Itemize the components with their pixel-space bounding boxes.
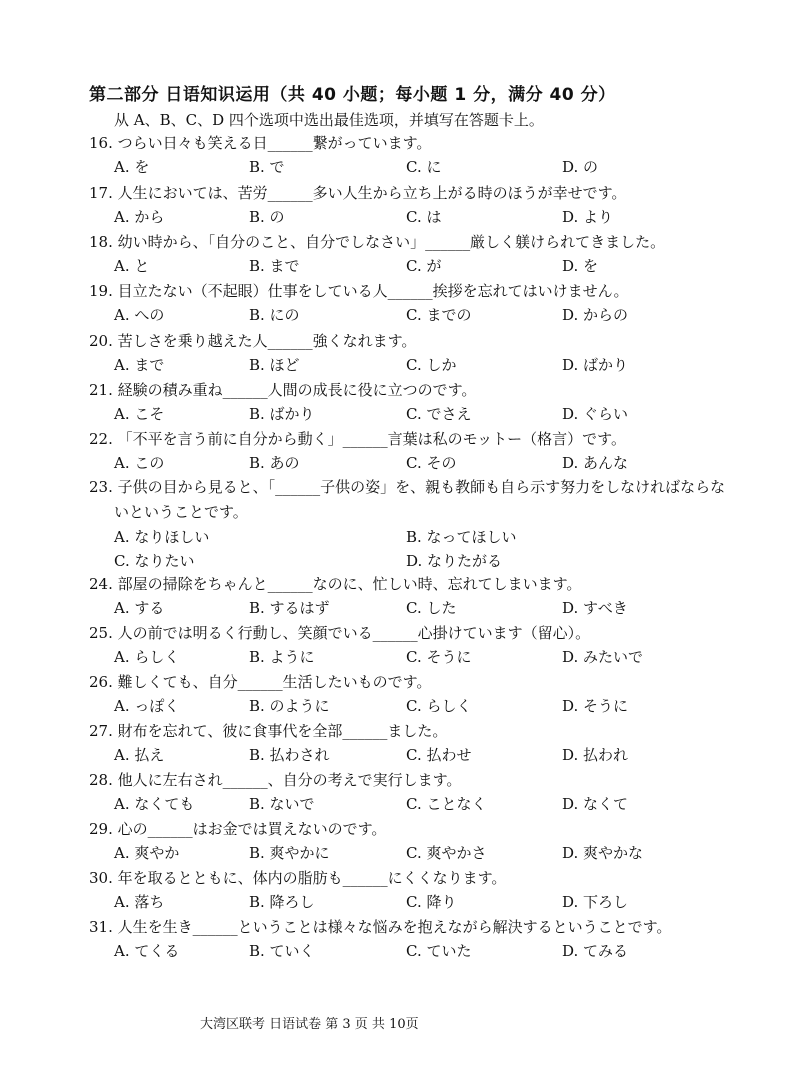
option-a: A. 落ち [114,893,165,911]
question-17 [89,181,729,229]
option-b: B. ていく [249,942,315,960]
option-d: D. の [562,158,599,176]
option-d: D. 下ろし [562,893,629,911]
question-31 [89,915,729,963]
question-19 [89,279,729,327]
option-c: C. その [406,454,457,472]
option-b: B. 払わされ [249,746,330,764]
option-b: B. にの [249,306,300,324]
option-b: B. まで [249,257,300,275]
option-a: A. なりほしい [114,528,210,546]
question-26 [89,670,729,718]
section-instruction: 从 A、B、C、D 四个选项中选出最佳选项，并填写在答题卡上。 [114,111,544,129]
question-stem: 31. 人生を生き______ということは様々な悩みを抱えながら解決するということです。 [89,918,672,936]
option-a: A. こそ [114,405,165,423]
section-title: 第二部分 日语知识运用（共 40 小题；每小题 1 分，满分 40 分） [89,85,616,105]
question-stem: 28. 他人に左右され______、自分の考えで実行します。 [89,771,462,789]
question-stem: 25. 人の前では明るく行動し、笑顔でいる______心掛けています（留心）。 [89,624,591,642]
question-stem: 19. 目立たない（不起眼）仕事をしている人______挨拶を忘れてはいけません。 [89,282,629,300]
question-options [89,525,729,549]
option-b: B. するはず [249,599,330,617]
option-c: C. した [406,599,457,617]
question-27 [89,719,729,767]
option-c: C. しか [406,356,457,374]
option-c: C. ことなく [406,795,487,813]
question-23 [89,475,729,573]
option-d: D. てみる [562,942,629,960]
question-21 [89,378,729,426]
option-a: A. を [114,158,150,176]
option-b: B. 降ろし [249,893,315,911]
option-d: D. そうに [562,697,629,715]
option-c: C. は [406,208,442,226]
question-24 [89,572,729,620]
question-options [89,645,729,669]
option-d: D. 爽やかな [562,844,644,862]
option-d: D. なりたがる [406,552,503,570]
option-d: D. すべき [562,599,628,617]
option-a: A. っぽく [114,697,180,715]
question-options [89,402,729,426]
question-stem: 29. 心の______はお金では買えないのです。 [89,820,387,838]
option-c: C. が [406,257,442,275]
question-options [89,254,729,278]
option-a: A. らしく [114,648,180,666]
question-options [89,694,729,718]
option-c: C. に [406,158,442,176]
question-stem: 21. 経験の積み重ね______人間の成長に役に立つのです。 [89,381,477,399]
option-c: C. なりたい [114,552,195,570]
option-a: A. この [114,454,165,472]
option-c: C. ていた [406,942,472,960]
option-c: C. らしく [406,697,472,715]
question-22 [89,427,729,475]
option-a: A. と [114,257,150,275]
option-c: C. までの [406,306,472,324]
option-c: C. 爽やかさ [406,844,487,862]
question-stem: 30. 年を取るとともに、体内の脂肪も______にくくなります。 [89,869,507,887]
option-d: D. あんな [562,454,629,472]
option-d: D. より [562,208,614,226]
option-c: C. そうに [406,648,472,666]
question-stem: 26. 難しくても、自分______生活したいものです。 [89,673,432,691]
option-a: A. まで [114,356,165,374]
question-options [89,596,729,620]
option-a: A. から [114,208,165,226]
question-16 [89,131,729,179]
question-stem: 27. 財布を忘れて、彼に食事代を全部______ました。 [89,722,448,740]
question-options [89,155,729,179]
question-stem: 18. 幼い時から、「自分のこと、自分でしなさい」______厳しく躾けられてきました。 [89,233,666,251]
question-options [89,353,729,377]
option-a: A. 払え [114,746,165,764]
option-b: B. なってほしい [406,528,517,546]
option-a: A. 爽やか [114,844,180,862]
option-a: A. する [114,599,165,617]
page-footer: 大湾区联考 日语试卷 第 3 页 共 10页 [200,1017,419,1032]
question-20 [89,329,729,377]
question-options [89,451,729,475]
question-stem: 17. 人生においては、苦労______多い人生から立ち上がる時のほうが幸せです。 [89,184,627,202]
question-stem: 22. 「不平を言う前に自分から動く」______言葉は私のモットー（格言）です。 [89,430,626,448]
option-d: D. みたいで [562,648,644,666]
option-b: B. ばかり [249,405,315,423]
question-29 [89,817,729,865]
option-a: A. てくる [114,942,180,960]
question-28 [89,768,729,816]
option-c: C. 降り [406,893,457,911]
option-c: C. でさえ [406,405,472,423]
question-options [89,303,729,327]
question-30 [89,866,729,914]
question-options [89,549,729,573]
option-d: D. ぐらい [562,405,629,423]
question-stem: 23. 子供の目から見ると、「______子供の姿」を、親も教師も自ら示す努力をしなければならないということです。 [89,478,726,521]
question-stem: 20. 苦しさを乗り越えた人______強くなれます。 [89,332,417,350]
option-b: B. ように [249,648,315,666]
option-a: A. なくても [114,795,195,813]
question-options [89,841,729,865]
option-b: B. 爽やかに [249,844,330,862]
option-b: B. で [249,158,285,176]
option-b: B. の [249,208,285,226]
question-options [89,792,729,816]
question-options [89,743,729,767]
question-18 [89,230,729,278]
option-d: D. からの [562,306,629,324]
option-b: B. のように [249,697,330,715]
option-d: D. なくて [562,795,629,813]
option-b: B. ないで [249,795,315,813]
option-c: C. 払わせ [406,746,472,764]
question-options [89,205,729,229]
question-options [89,890,729,914]
question-25 [89,621,729,669]
option-d: D. 払われ [562,746,629,764]
option-b: B. ほど [249,356,300,374]
option-a: A. への [114,306,165,324]
question-stem: 24. 部屋の掃除をちゃんと______なのに、忙しい時、忘れてしまいます。 [89,575,582,593]
question-stem: 16. つらい日々も笑える日______繋がっています。 [89,134,432,152]
option-b: B. あの [249,454,300,472]
option-d: D. ばかり [562,356,629,374]
option-d: D. を [562,257,599,275]
question-options [89,939,729,963]
